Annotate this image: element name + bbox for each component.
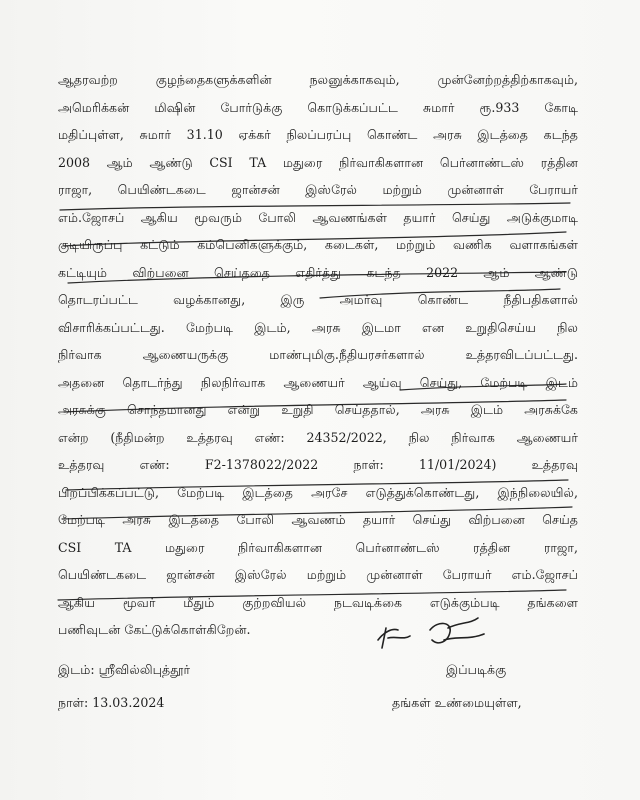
letter-line: என்ற (நீதிமன்ற உத்தரவு எண்: 24352/2022, நில நிர்வாக ஆணையர் bbox=[58, 429, 578, 445]
letter-line: விசாரிக்கப்பட்டது. மேற்படி இடம், அரசு இடமா என உறுதிசெய்ய நில bbox=[58, 319, 578, 335]
letter-line: CSI TA மதுரை நிர்வாகிகளான பெர்னாண்டஸ் ரத்தின ராஜா, bbox=[58, 539, 578, 555]
letter-line: நிர்வாக ஆணையருக்கு மாண்புமிகு.நீதியரசர்களால் உத்தரவிடப்பட்டது. bbox=[58, 347, 578, 362]
letter-line: எம்.ஜோசப் ஆகிய மூவரும் போலி ஆவணங்கள் தயார் செய்து அடுக்குமாடி bbox=[58, 209, 578, 225]
letter-line: ராஜா, பெயிண்டகடை ஜான்சன் இஸ்ரேல் மற்றும் முன்னாள் பேராயர் bbox=[58, 182, 578, 197]
letter-line: தொடரப்பட்ட வழக்கானது, இரு அமர்வு கொண்ட நீதிபதிகளால் bbox=[58, 292, 578, 307]
letter-line: அரசுக்கு சொந்தமானது என்று உறுதி செய்ததால், அரசு இடம் அரசுக்கே bbox=[58, 402, 578, 417]
letter-line: பெயிண்டகடை ஜான்சன் இஸ்ரேல் மற்றும் முன்னாள் பேராயர் எம்.ஜோசப் bbox=[58, 567, 578, 582]
letter-line: ஆதரவற்ற குழந்தைகளுக்களின் நலனுக்காகவும், முன்னேற்றத்திற்காகவும், bbox=[58, 72, 578, 87]
letter-line: பிறப்பிக்கப்பட்டு, மேற்படி இடத்தை அரசே எடுத்துக்கொண்டது, இந்நிலையில், bbox=[58, 484, 578, 500]
letter-line: அதனை தொடர்ந்து நிலநிர்வாக ஆணையர் ஆய்வு செய்து, மேற்படி இடம் bbox=[58, 374, 578, 390]
letter-line-final: பணிவுடன் கேட்டுக்கொள்கிறேன். bbox=[58, 622, 251, 637]
letter-line: மதிப்புள்ள, சுமார் 31.10 ஏக்கர் நிலப்பரப்பு கொண்ட அரசு இடத்தை கடந்த bbox=[58, 127, 578, 142]
letter-line: குடியிருப்பு கட்டும் கம்பெனிகளுக்கும், கடைகள், மற்றும் வணிக வளாகங்கள் bbox=[58, 237, 578, 252]
letter-line: உத்தரவு எண்: F2-1378022/2022 நாள்: 11/01/2024) உத்தரவு bbox=[58, 457, 578, 472]
date-label: நாள்: 13.03.2024 bbox=[58, 695, 165, 710]
letter-line: மேற்படி அரசு இடத்தை போலி ஆவணம் தயார் செய்து விற்பனை செய்த bbox=[58, 512, 578, 527]
letter-line: கட்டியும் விற்பனை செய்ததை எதிர்த்து கடந்த 2022 ஆம் ஆண்டு bbox=[58, 264, 578, 280]
place-label: இடம்: ஸ்ரீவில்லிபுத்தூர் bbox=[58, 662, 191, 677]
letter-line: 2008 ஆம் ஆண்டு CSI TA மதுரை நிர்வாகிகளான பெர்னாண்டஸ் ரத்தின bbox=[58, 154, 578, 170]
closing-text: இப்படிக்கு bbox=[446, 662, 507, 677]
sign-off-text: தங்கள் உண்மையுள்ள, bbox=[392, 695, 522, 710]
letter-line: ஆகிய மூவர் மீதும் குற்றவியல் நடவடிக்கை எடுக்கும்படி தங்களை bbox=[58, 594, 578, 610]
letter-body bbox=[58, 66, 578, 644]
letter-line: அமெரிக்கன் மிஷின் போர்டுக்கு கொடுக்கப்பட்ட சுமார் ரூ.933 கோடி bbox=[58, 99, 578, 115]
